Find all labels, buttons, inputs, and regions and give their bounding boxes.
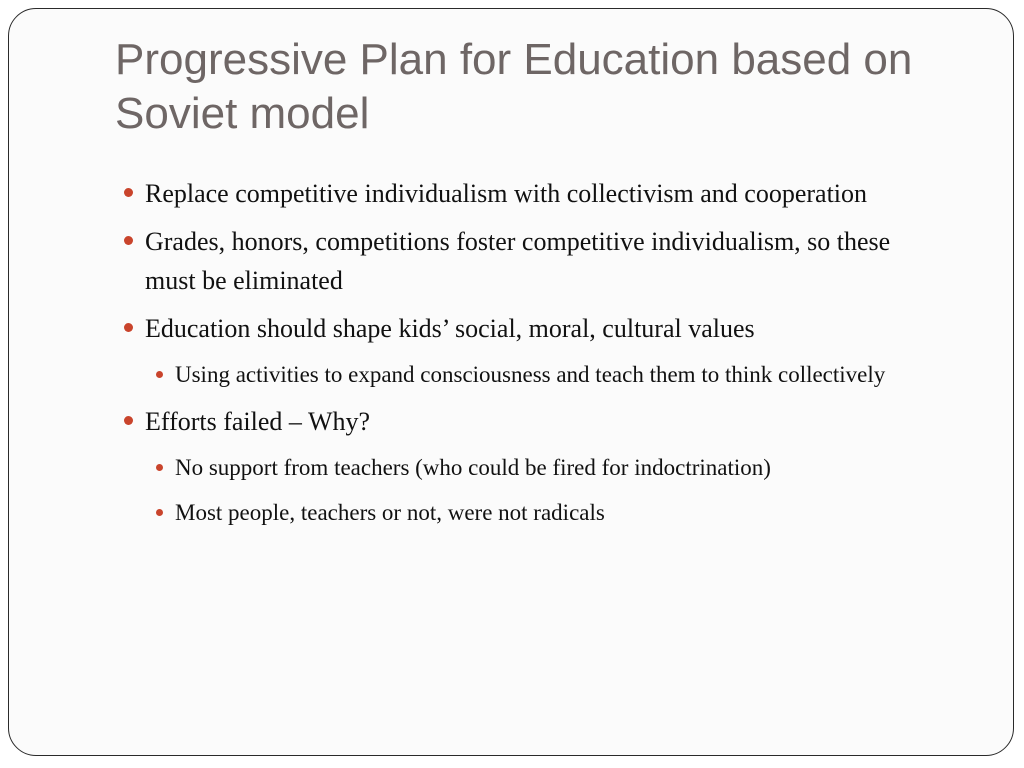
bullet-list xyxy=(145,174,945,540)
bullet-item xyxy=(145,309,945,348)
slide-frame xyxy=(8,8,1014,756)
bullet-dot-icon xyxy=(156,464,163,471)
sub-bullet-text: Using activities to expand consciousness and teach them to think collectively xyxy=(175,362,886,387)
bullet-dot-icon xyxy=(124,416,133,425)
sub-bullet-item xyxy=(175,357,945,393)
sub-bullet-text: Most people, teachers or not, were not radicals xyxy=(175,500,605,525)
bullet-item xyxy=(145,402,945,441)
bullet-text: Education should shape kids’ social, moral, cultural values xyxy=(145,314,755,343)
bullet-text: Grades, honors, competitions foster competitive individualism, so these must be eliminated xyxy=(145,227,891,295)
bullet-dot-icon xyxy=(124,236,133,245)
bullet-dot-icon xyxy=(124,323,133,332)
bullet-text: Replace competitive individualism with collectivism and cooperation xyxy=(145,179,868,208)
bullet-text: Efforts failed – Why? xyxy=(145,407,371,436)
bullet-dot-icon xyxy=(124,188,133,197)
sub-bullet-item xyxy=(175,450,945,486)
bullet-item xyxy=(145,174,945,213)
bullet-item xyxy=(145,222,945,300)
slide-title: Progressive Plan for Education based on Soviet model xyxy=(115,35,913,138)
sub-bullet-item xyxy=(175,495,945,531)
sub-bullet-text: No support from teachers (who could be fired for indoctrination) xyxy=(175,455,771,480)
bullet-dot-icon xyxy=(156,371,163,378)
bullet-dot-icon xyxy=(156,509,163,516)
